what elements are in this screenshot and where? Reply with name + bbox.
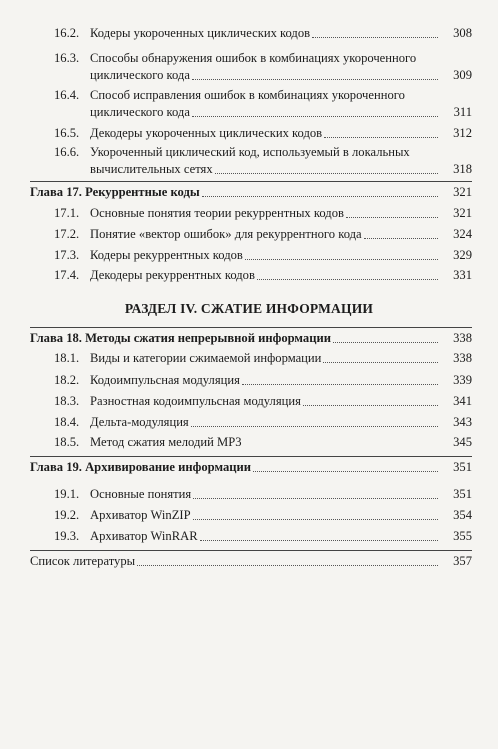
entry-title: Декодеры рекуррентных кодов [90,268,255,282]
dot-leader [257,267,438,280]
page-number: 309 [453,68,472,82]
page-number: 355 [453,529,472,543]
page-number: 343 [453,415,472,429]
page-number: 351 [453,460,472,474]
page-number: 321 [453,185,472,199]
page-number: 338 [453,331,472,345]
entry-title: Понятие «вектор ошибок» для рекуррентного кода [90,227,362,241]
page-number: 354 [453,508,472,522]
dot-leader [192,67,438,80]
dot-leader [303,393,438,406]
entry-number: 17.4. [54,268,80,282]
entry-title: Разностная кодоимпульсная модуляция [90,394,301,408]
entry-title: Основные понятия теории рекуррентных кодов [90,206,344,220]
entry-number: 16.3. [54,51,80,65]
chapter-divider [30,327,472,328]
chapter-divider [30,456,472,457]
page-number: 338 [453,351,472,365]
page-number: 345 [453,435,472,449]
entry-title: Укороченный циклический код, используемый в локальных [90,145,410,159]
entry-number: 16.5. [54,126,80,140]
section-heading: РАЗДЕЛ IV. СЖАТИЕ ИНФОРМАЦИИ [124,301,374,316]
entry-number: 18.5. [54,435,80,449]
page-number: 351 [453,487,472,501]
entry-title: Способы обнаружения ошибок в комбинациях укороченного [90,51,417,65]
references-title: Список литературы [30,554,136,568]
entry-title: Основные понятия [90,487,192,501]
page-number: 311 [453,105,472,119]
entry-number: 18.3. [54,394,80,408]
entry-number: 19.1. [54,487,80,501]
dot-leader [137,553,438,566]
page-number: 341 [453,394,472,408]
dot-leader [193,486,438,499]
dot-leader [324,125,438,138]
entry-title: Кодоимпульсная модуляция [90,373,240,387]
entry-title: Виды и категории сжимаемой информации [90,351,322,365]
entry-title: Дельта-модуляция [90,415,189,429]
dot-leader [312,25,438,38]
entry-number: 16.6. [54,145,80,159]
page-number: 318 [453,162,472,176]
chapter-title: Глава 18. Методы сжатия непрерывной информации [30,331,331,345]
entry-title: Метод сжатия мелодий MP3 [90,435,242,449]
entry-title: Способ исправления ошибок в комбинациях укороченного [90,88,405,102]
page-number: 329 [453,248,472,262]
entry-title: Архиватор WinRAR [90,529,198,543]
entry-number: 18.1. [54,351,80,365]
entry-title: Кодеры рекуррентных кодов [90,248,243,262]
entry-title-cont: циклического кода [90,68,190,82]
dot-leader [253,459,438,472]
entry-number: 16.4. [54,88,80,102]
dot-leader [242,372,438,385]
dot-leader [202,184,438,197]
dot-leader [364,226,438,239]
dot-leader [193,507,438,520]
dot-leader [215,161,438,174]
entry-number: 19.3. [54,529,80,543]
entry-number: 16.2. [54,26,80,40]
entry-title: Кодеры укороченных циклических кодов [90,26,311,40]
entry-title: Архиватор WinZIP [90,508,191,522]
entry-number: 18.4. [54,415,80,429]
page-number: 324 [453,227,472,241]
entry-number: 19.2. [54,508,80,522]
entry-title: Декодеры укороченных циклических кодов [90,126,323,140]
page-number: 321 [453,206,472,220]
dot-leader [244,434,439,447]
entry-number: 17.3. [54,248,80,262]
dot-leader [245,247,438,260]
entry-number: 17.1. [54,206,80,220]
dot-leader [346,205,438,218]
chapter-title: Глава 17. Рекуррентные коды [30,185,200,199]
dot-leader [323,350,438,363]
entry-number: 17.2. [54,227,80,241]
dot-leader [333,330,438,343]
page-number: 308 [453,26,472,40]
page-number: 339 [453,373,472,387]
dot-leader [191,414,438,427]
dot-leader [192,104,438,117]
entry-title-cont: циклического кода [90,105,190,119]
dot-leader [200,528,438,541]
chapter-divider [30,550,472,551]
page-number: 357 [453,554,472,568]
page-number: 312 [453,126,472,140]
entry-title-cont: вычислительных сетях [90,162,213,176]
page-number: 331 [453,268,472,282]
chapter-divider [30,181,472,182]
chapter-title: Глава 19. Архивирование информации [30,460,252,474]
entry-number: 18.2. [54,373,80,387]
